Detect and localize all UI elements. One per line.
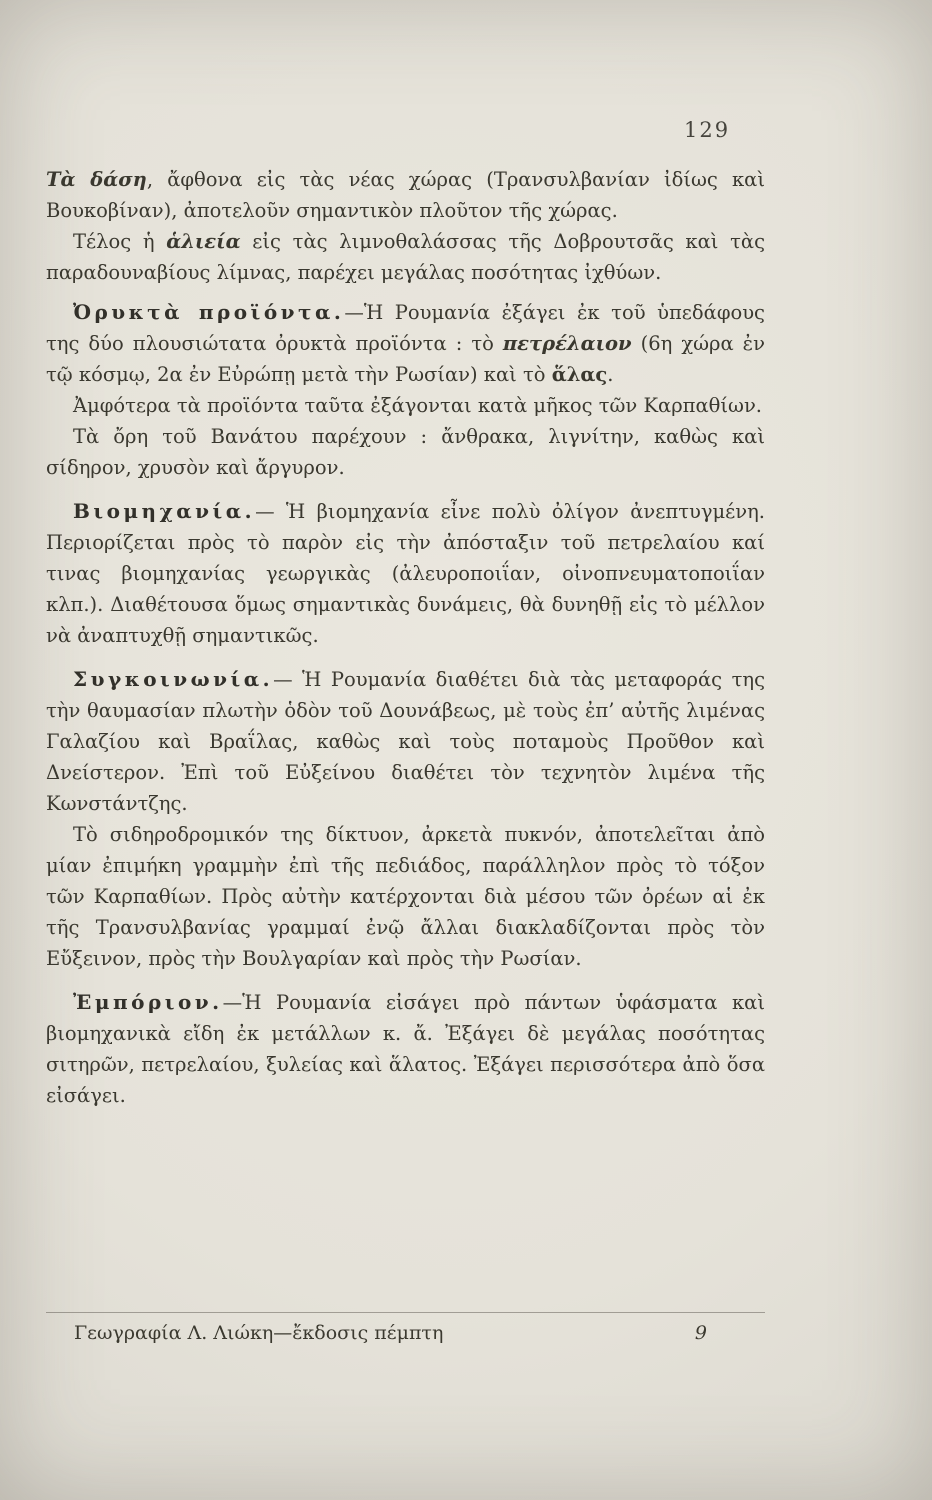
paragraph-banat-text: Τὰ ὄρη τοῦ Βανάτου παρέχουν : ἄνθρακα, λιγνίτην, καθὼς καὶ σίδηρον, χρυσὸν καὶ ἄργυρον. [46, 425, 765, 479]
paragraph-exports-note [46, 390, 765, 421]
section-heading-minerals: Ὀρυκτὰ προϊόντα. [73, 300, 345, 324]
paragraph-fishing-post: εἰς τὰς λιμνοθαλάσσας τῆς Δοβρουτσᾶς καὶ τὰς παραδουναβίους λίμνας, παρέχει μεγάλας ποσότητας ἰχθύων. [46, 230, 765, 284]
section-minerals [46, 297, 765, 390]
footer-signature-number: 9 [694, 1322, 707, 1344]
section-commerce-text: —Ἡ Ρουμανία εἰσάγει πρὸ πάντων ὑφάσματα καὶ βιομηχανικὰ εἴδη ἐκ μετάλλων κ. ἄ. Ἐξάγει δὲ μεγάλας ποσότητας σιτηρῶν, πετρελαίου, ξυλείας καὶ ἅλατος. Ἐξάγει περισσότερα ἀπὸ ὅσα εἰσάγει. [46, 991, 765, 1107]
section-industry-text: — Ἡ βιομηχανία εἶνε πολὺ ὀλίγον ἀνεπτυγμένη. Περιορίζεται πρὸς τὸ παρὸν εἰς τὴν ἀπόσταξιν τοῦ πετρελαίου καί τινας βιομηχανίας γεωργικὰς (ἀλευροποιΐαν, οἰνοπνευματοποιΐαν κλπ.). Διαθέτουσα ὅμως σημαντικὰς δυνάμεις, θὰ δυνηθῇ εἰς τὸ μέλλον νὰ ἀναπτυχθῇ σημαντικῶς. [46, 500, 765, 647]
paragraph-exports-note-text: Ἀμφότερα τὰ προϊόντα ταῦτα ἐξάγονται κατὰ μῆκος τῶν Καρπαθίων. [73, 394, 763, 417]
footer-imprint: Γεωγραφία Λ. Λιώκη—ἔκδοσις πέμπτη [74, 1322, 444, 1344]
paragraph-fishing [46, 226, 765, 288]
paragraph-railways-text: Τὸ σιδηροδρομικόν της δίκτυον, ἀρκετὰ πυκνόν, ἀποτελεῖται ἀπὸ μίαν ἐπιμήκη γραμμὴν ἐπὶ τῆς πεδιάδος, παράλληλον πρὸς τὸ τόξον τῶν Καρπαθίων. Πρὸς αὐτὴν κατέρχονται διὰ μέσου τῶν ὀρέων αἱ ἐκ τῆς Τρανσυλβανίας γραμμαί ἐνῷ ἄλλαι διακλαδίζονται πρὸς τὸν Εὔξεινον, πρὸς τὴν Βουλγαρίαν καὶ πρὸς τὴν Ρωσίαν. [46, 823, 765, 970]
emphasis-salt: ἅλας [551, 363, 608, 386]
section-industry [46, 496, 765, 651]
paragraph-forests [46, 164, 765, 226]
emphasis-petroleum: πετρέλαιον [502, 332, 632, 355]
emphasis-fishing: ἁλιεία [166, 230, 241, 253]
section-transport-text: — Ἡ Ρουμανία διαθέτει διὰ τὰς μεταφοράς της τὴν θαυμασίαν πλωτὴν ὁδὸν τοῦ Δουνάβεως, μὲ τοὺς ἐπ’ αὐτῆς λιμένας Γαλαζίου καὶ Βραΐλας, καθὼς καὶ τοὺς ποταμοὺς Προῦθον καὶ Δνείστερον. Ἐπὶ τοῦ Εὐξείνου διαθέτει τὸν τεχνητὸν λιμένα τῆς Κωνστάντζης. [46, 668, 765, 815]
paragraph-railways [46, 819, 765, 974]
section-heading-industry: Βιομηχανία. [73, 499, 256, 523]
section-minerals-text-2: (6η χώρα ἐν τῷ κόσμῳ, 2α ἐν Εὐρώπῃ μετὰ τὴν Ρωσίαν) καὶ τὸ [46, 332, 765, 386]
paragraph-forests-text: , ἄφθονα εἰς τὰς νέας χώρας (Τρανσυλβανίαν ἰδίως καὶ Βουκοβίναν), ἀποτελοῦν σημαντικὸν πλοῦτον τῆς χώρας. [46, 168, 765, 222]
section-minerals-text-1: —Ἡ Ρουμανία ἐξάγει ἐκ τοῦ ὑπεδάφους της δύο πλουσιώτατα ὀρυκτὰ προϊόντα : τὸ [46, 301, 765, 355]
section-heading-commerce: Ἐμπόριον. [73, 990, 223, 1014]
emphasis-forests-lead: Τὰ δάση [46, 168, 147, 191]
section-minerals-text-3: . [607, 363, 614, 386]
page-text-block [46, 164, 765, 1111]
page-number: 129 [684, 118, 731, 142]
section-transport [46, 664, 765, 819]
page-footer [46, 1312, 765, 1344]
section-commerce [46, 987, 765, 1111]
section-heading-transport: Συγκοινωνία. [73, 667, 274, 691]
paragraph-banat [46, 421, 765, 483]
paragraph-fishing-pre: Τέλος ἡ [73, 230, 167, 253]
